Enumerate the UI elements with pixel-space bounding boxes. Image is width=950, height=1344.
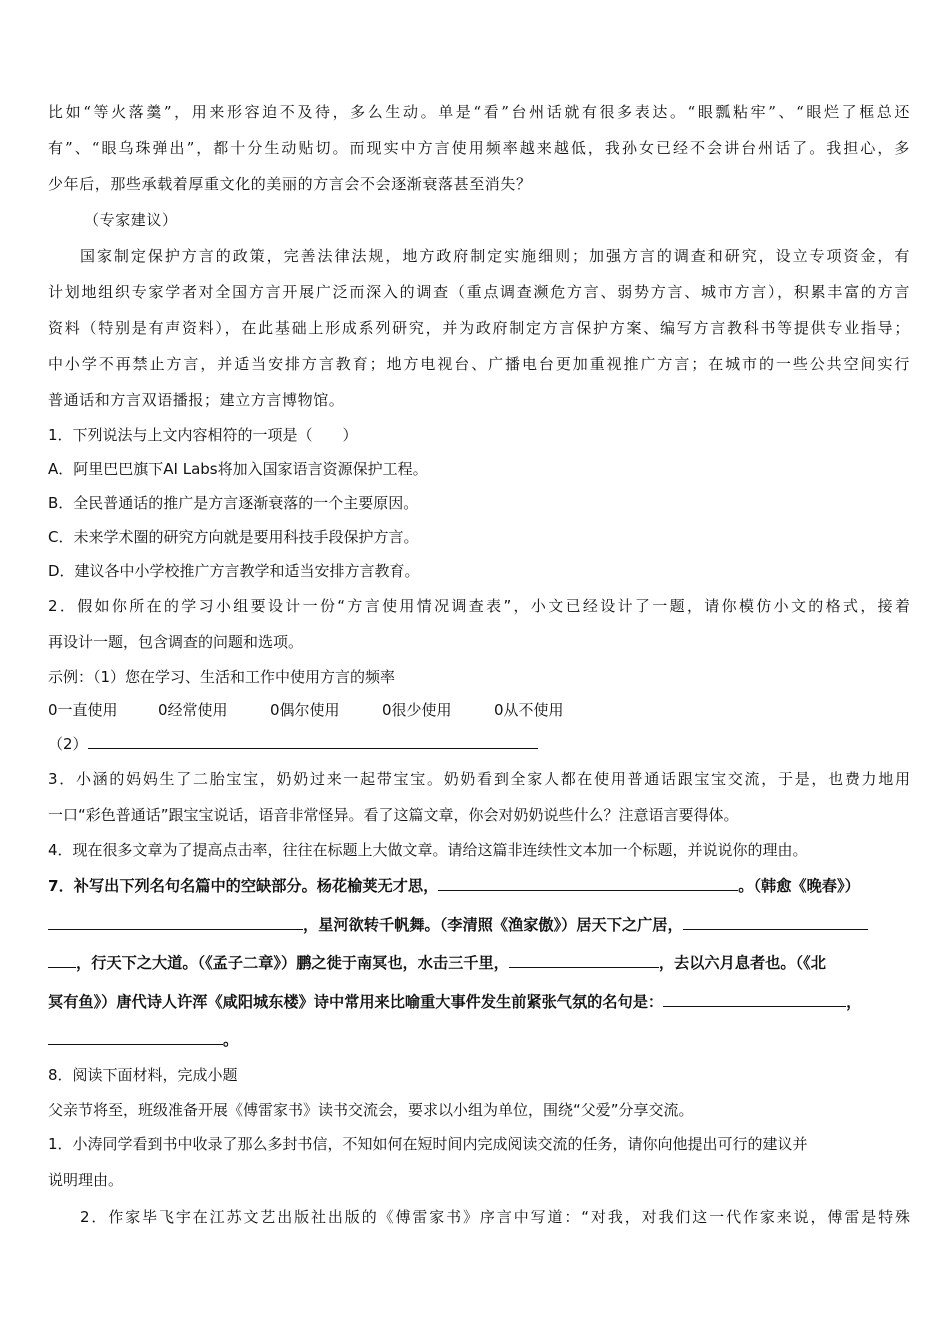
q7-line-2 bbox=[48, 906, 910, 945]
q7-blank-5[interactable] bbox=[663, 1005, 846, 1007]
q7-line-5 bbox=[48, 1021, 910, 1060]
q2-example: 示例：（1）您在学习、生活和工作中使用方言的频率 bbox=[48, 668, 396, 686]
q7-blank-1[interactable] bbox=[438, 889, 738, 891]
q7-text: 。（韩愈《晚春》） bbox=[738, 877, 860, 895]
q8-sub1-line-1: 1．小涛同学看到书中收录了那么多封书信，不知如何在短时间内完成阅读交流的任务，请你向他提出可行的建议并 bbox=[48, 1135, 808, 1153]
q2-option: 0从不使用 bbox=[494, 701, 564, 719]
q7-line-1 bbox=[48, 867, 910, 906]
q2-option: 0很少使用 bbox=[382, 701, 452, 719]
q1-option-c: C．未来学术圈的研究方向就是要用科技手段保护方言。 bbox=[48, 528, 419, 546]
q7-text: ，行天下之大道。（《孟子二章》）鹏之徙于南冥也，水击三千里， bbox=[76, 954, 509, 972]
q2-answer-blank[interactable] bbox=[88, 747, 538, 749]
q7-text: ，去以六月息者也。（《北 bbox=[658, 954, 826, 972]
q7-blank-3b[interactable] bbox=[48, 966, 76, 968]
passage-line-2: 有”、“眼乌珠弹出”，都十分生动贴切。而现实中方言使用频率越来越低，我孙女已经不会讲台州话了。我担心，多 bbox=[48, 139, 910, 157]
q2-option: 0一直使用 bbox=[48, 701, 118, 719]
q2-line-2: 再设计一题，包含调查的问题和选项。 bbox=[48, 633, 304, 651]
expert-advice-heading: （专家建议） bbox=[84, 211, 178, 229]
advice-line-4: 中小学不再禁止方言，并适当安排方言教育；地方电视台、广播电台更加重视推广方言；在城市的一些公共空间实行 bbox=[48, 355, 910, 373]
q8-title: 8．阅读下面材料，完成小题 bbox=[48, 1066, 238, 1084]
q7-blank-6[interactable] bbox=[48, 1043, 223, 1045]
q7-text: 。 bbox=[223, 1031, 239, 1049]
q7-text: ，星河欲转千帆舞。（李清照《渔家傲》）居天下之广居， bbox=[303, 916, 683, 934]
advice-line-3: 资料（特别是有声资料），在此基础上形成系列研究，并为政府制定方言保护方案、编写方言教科书等提供专业指导； bbox=[48, 319, 910, 337]
q7-text: ， bbox=[846, 993, 862, 1011]
q2-blank-label: （2） bbox=[48, 735, 88, 753]
q2-option: 0经常使用 bbox=[158, 701, 228, 719]
q1-option-b: B．全民普通话的推广是方言逐渐衰落的一个主要原因。 bbox=[48, 494, 419, 512]
q7-blank-2[interactable] bbox=[48, 928, 303, 930]
q1-stem: 1．下列说法与上文内容相符的一项是（ ） bbox=[48, 426, 358, 444]
q2-answer-line bbox=[48, 727, 910, 761]
q2-line-1: 2．假如你所在的学习小组要设计一份“方言使用情况调查表”，小文已经设计了一题，请你模仿小文的格式，接着 bbox=[48, 597, 910, 615]
q2-option: 0偶尔使用 bbox=[270, 701, 340, 719]
q7-text: 冥有鱼》）唐代诗人许浑《咸阳城东楼》诗中常用来比喻重大事件发生前紧张气氛的名句是： bbox=[48, 993, 664, 1011]
q7-line-3 bbox=[48, 944, 910, 983]
q7-line-4 bbox=[48, 983, 910, 1022]
q8-intro: 父亲节将至，班级准备开展《傅雷家书》读书交流会，要求以小组为单位，围绕“父爱”分享交流。 bbox=[48, 1101, 694, 1119]
q1-option-d: D．建议各中小学校推广方言教学和适当安排方言教育。 bbox=[48, 562, 420, 580]
q1-option-a: A．阿里巴巴旗下AI Labs将加入国家语言资源保护工程。 bbox=[48, 460, 428, 478]
q8-sub1-line-2: 说明理由。 bbox=[48, 1171, 124, 1189]
q3-line-1: 3．小涵的妈妈生了二胎宝宝，奶奶过来一起带宝宝。奶奶看到全家人都在使用普通话跟宝宝交流，于是，也费力地用 bbox=[48, 770, 910, 788]
advice-line-5: 普通话和方言双语播报；建立方言博物馆。 bbox=[48, 391, 345, 409]
q7-blank-3a[interactable] bbox=[683, 928, 868, 930]
advice-line-2: 计划地组织专家学者对全国方言开展广泛而深入的调查（重点调查濒危方言、弱势方言、城市方言），积累丰富的方言 bbox=[48, 283, 910, 301]
q7-blank-4[interactable] bbox=[509, 966, 659, 968]
q3-line-2: 一口“彩色普通话”跟宝宝说话，语音非常怪异。看了这篇文章，你会对奶奶说些什么？注意语言要得体。 bbox=[48, 806, 739, 824]
passage-line-3: 少年后，那些承载着厚重文化的美丽的方言会不会逐渐衰落甚至消失？ bbox=[48, 175, 532, 193]
q8-sub2-line-1: 2．作家毕飞宇在江苏文艺出版社出版的《傅雷家书》序言中写道：“对我，对我们这一代作家来说，傅雷是特殊 bbox=[80, 1208, 910, 1226]
advice-line-1: 国家制定保护方言的政策，完善法律法规，地方政府制定实施细则；加强方言的调查和研究，设立专项资金，有 bbox=[80, 247, 910, 265]
q4-line-1: 4．现在很多文章为了提高点击率，往往在标题上大做文章。请给这篇非连续性文本加一个标题，并说说你的理由。 bbox=[48, 841, 808, 859]
passage-line-1: 比如“等火落羹”，用来形容迫不及待，多么生动。单是“看”台州话就有很多表达。“眼瓢粘牢”、“眼烂了框总还 bbox=[48, 103, 910, 121]
q7-text: 7．补写出下列名句名篇中的空缺部分。杨花榆荚无才思， bbox=[48, 877, 439, 895]
